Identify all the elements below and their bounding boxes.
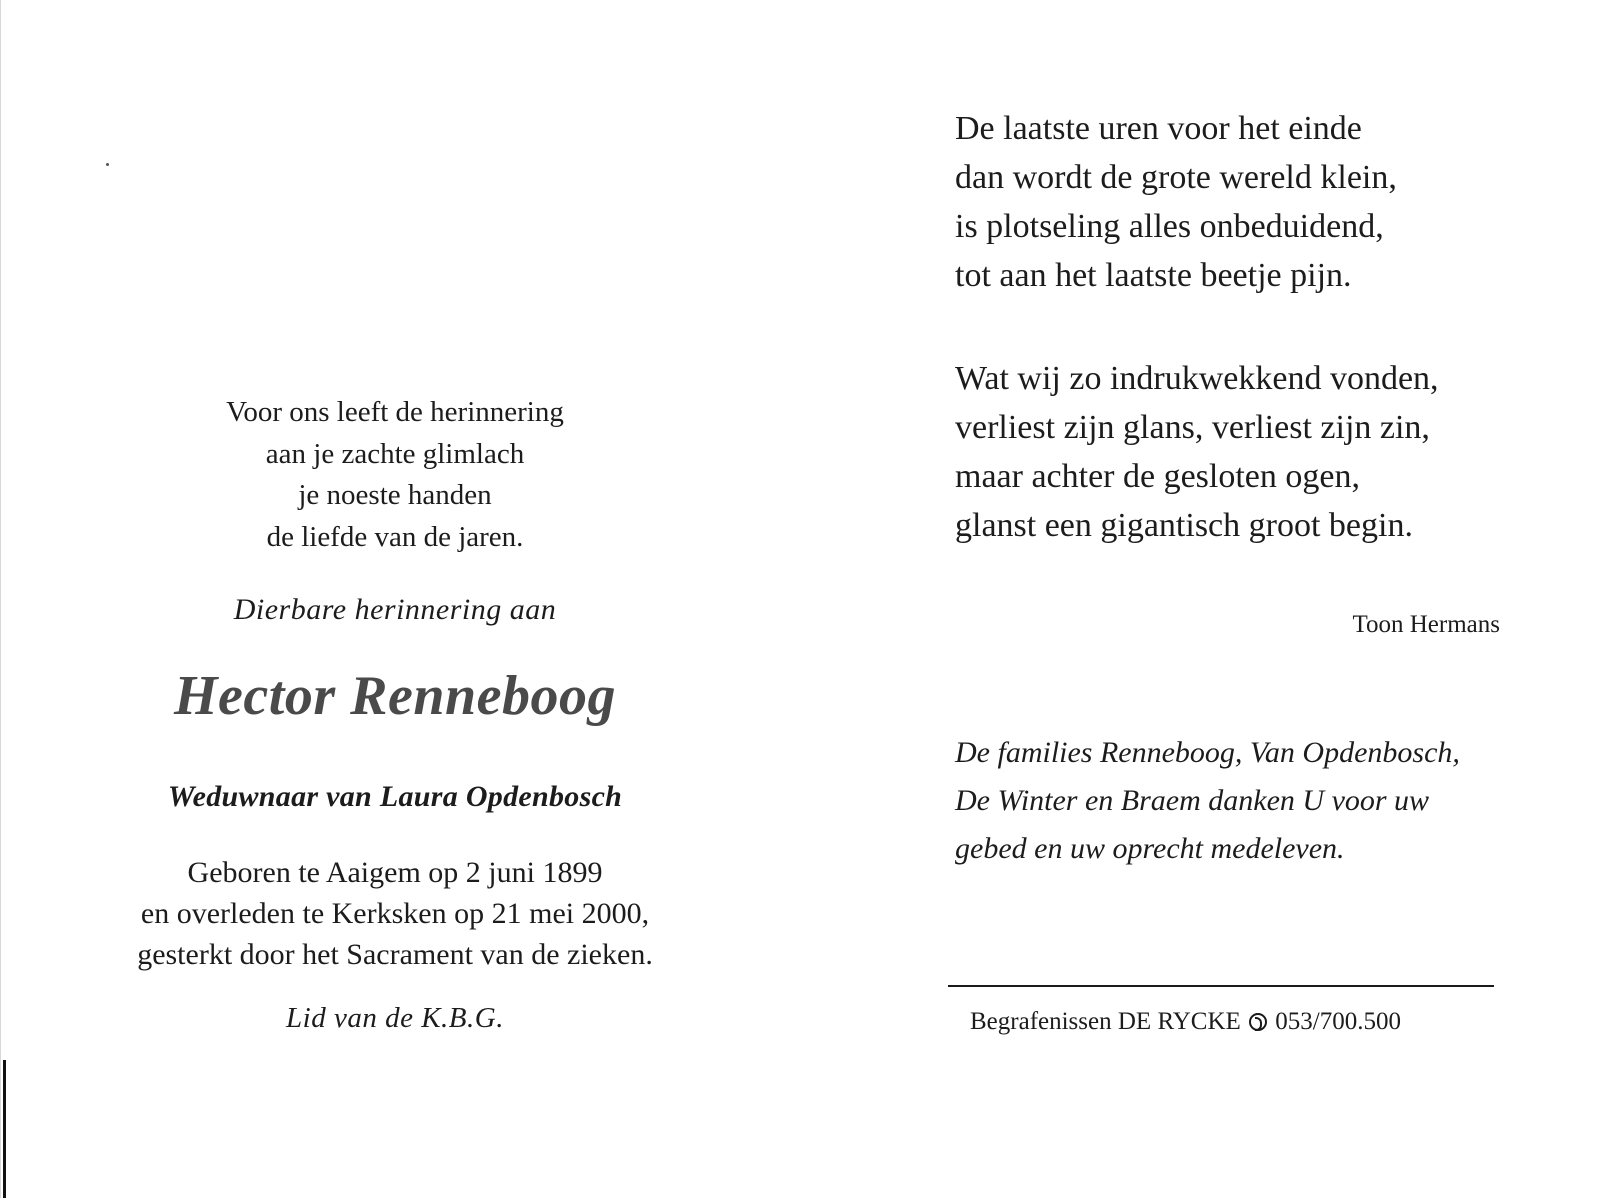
bio-line: gesterkt door het Sacrament van de zieken. <box>137 938 653 971</box>
bio-line: Geboren te Aaigem op 2 juni 1899 <box>187 856 603 889</box>
widower-line: Weduwnaar van Laura Opdenbosch <box>167 780 623 813</box>
divider <box>948 985 1494 987</box>
scan-edge-mark <box>3 1060 6 1198</box>
poem-line: tot aan het laatste beetje pijn. <box>955 257 1352 294</box>
poem-stanza-2 <box>955 354 1555 550</box>
poem-line: aan je zachte glimlach <box>265 437 525 470</box>
poem-line: maar achter de gesloten ogen, <box>955 458 1360 495</box>
thanks-line: gebed en uw oprecht medeleven. <box>955 832 1345 865</box>
poem-stanza-1 <box>955 104 1555 300</box>
poem-line: De laatste uren voor het einde <box>955 110 1362 147</box>
family-thanks <box>955 729 1555 873</box>
phone-icon <box>1249 1013 1267 1031</box>
scan-speck <box>106 163 109 166</box>
thanks-line: De families Renneboog, Van Opdenbosch, <box>955 736 1460 769</box>
bio-line: en overleden te Kerksken op 21 mei 2000, <box>140 897 650 930</box>
poem-line: dan wordt de grote wereld klein, <box>955 159 1397 196</box>
scan-edge-line <box>0 0 1 1198</box>
birth-death-details <box>100 852 690 975</box>
poem-line: de liefde van de jaren. <box>266 520 524 553</box>
memorial-poem <box>100 392 690 558</box>
funeral-home-name: Begrafenissen DE RYCKE <box>970 1008 1241 1035</box>
deceased-name: Hector Renneboog <box>174 665 616 727</box>
poem-line: verliest zijn glans, verliest zijn zin, <box>955 409 1430 446</box>
poem-line: Wat wij zo indrukwekkend vonden, <box>955 360 1439 397</box>
poem-line: je noeste handen <box>298 479 492 511</box>
funeral-home-line <box>970 1008 1401 1036</box>
funeral-home-phone: 053/700.500 <box>1275 1008 1401 1035</box>
membership-line: Lid van de K.B.G. <box>286 1002 504 1034</box>
poem-author: Toon Hermans <box>1352 611 1500 638</box>
memorial-intro: Dierbare herinnering aan <box>233 593 557 626</box>
poem-line: is plotseling alles onbeduidend, <box>955 208 1384 245</box>
poem-line: glanst een gigantisch groot begin. <box>955 507 1413 544</box>
thanks-line: De Winter en Braem danken U voor uw <box>955 784 1430 817</box>
poem-line: Voor ons leeft de herinnering <box>226 396 564 428</box>
